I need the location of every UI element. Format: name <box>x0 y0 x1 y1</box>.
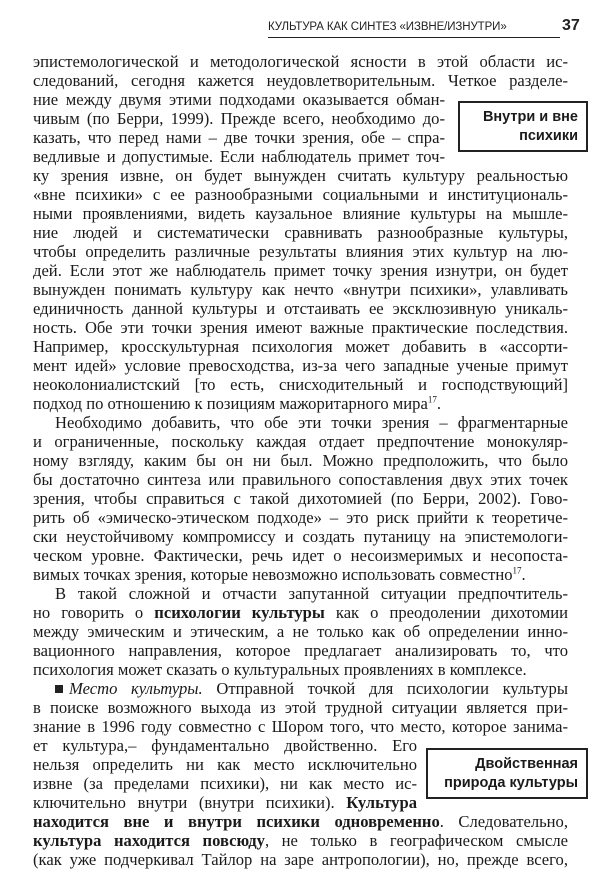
text-line <box>33 356 568 375</box>
text-segment: но говорить о <box>33 603 155 622</box>
bold-text: психологии культуры <box>154 603 325 622</box>
text-segment: чивым (по Берри, 1999). Прежде всего, необходимо до- <box>33 109 445 128</box>
text-segment: ными проявлениями, видеть каузальное влияние культуры на мышле- <box>33 204 568 223</box>
text-line <box>33 261 568 280</box>
text-line <box>33 185 568 204</box>
text-segment: между эмическим и этическим, а не только как об определении инно- <box>33 622 568 641</box>
text-line <box>33 337 568 356</box>
text-line <box>33 774 417 793</box>
text-segment: вационного направления, которое предлагает анализировать то, что <box>33 641 568 660</box>
text-segment: ет культура,– фундаментально двойственно. Его <box>33 736 417 755</box>
text-segment: ведливые и допустимые. Если наблюдатель примет точ- <box>33 147 445 166</box>
text-line <box>33 52 568 71</box>
text-line <box>33 565 568 584</box>
text-line <box>33 660 568 679</box>
text-line <box>33 831 568 850</box>
text-segment: эпистемологической и методологической ясности в этой области ис- <box>33 52 568 71</box>
text-line <box>33 470 568 489</box>
text-segment: и ограниченные, поскольку каждая отдает предпочтение монокуляр- <box>33 432 568 451</box>
text-line <box>33 204 568 223</box>
bold-text: культура находится повсюду <box>33 831 265 850</box>
text-line <box>33 223 568 242</box>
text-line <box>33 242 568 261</box>
text-line <box>33 508 568 527</box>
footnote-ref: 17 <box>512 565 522 576</box>
text-segment: (как уже подчеркивал Тайлор на заре антропологии), но, прежде всего, <box>33 850 568 869</box>
footnote-ref: 17 <box>427 394 437 405</box>
text-segment: бы достаточно синтеза или правильного сопоставления двух этих точек <box>33 470 568 489</box>
text-segment: подход по отношению к позициям мажоритарного мира <box>33 394 428 413</box>
text-line <box>33 755 417 774</box>
text-line <box>33 280 568 299</box>
text-segment: В такой сложной и отчасти запутанной ситуации предпочтитель- <box>55 584 568 603</box>
text-segment: казать, что перед нами – две точки зрения, обе – спра- <box>33 128 445 147</box>
bullet-square-icon <box>55 685 63 693</box>
margin-note-line: Внутри и вне <box>482 109 578 125</box>
margin-note-inside-outside-psyche <box>458 101 588 152</box>
text-line <box>33 318 568 337</box>
text-segment: вынужден понимать культуру как нечто «внутри психики», улавливать <box>33 280 568 299</box>
text-line <box>33 793 417 812</box>
text-segment: зрения, чтобы справиться с такой дихотомией (по Берри, 2002). Гово- <box>33 489 568 508</box>
text-line <box>33 375 568 394</box>
text-line <box>33 71 568 90</box>
text-segment: мент идей» условие превосходства, из-за чего западные ученые примут <box>33 356 568 375</box>
text-line <box>33 546 568 565</box>
text-segment: «вне психики» с ее разнообразными социальными и институциональ- <box>33 185 568 204</box>
text-line <box>33 90 445 109</box>
text-line <box>33 299 568 318</box>
text-segment: ность. Обе эти точки зрения имеют важные практические последствия. <box>33 318 568 337</box>
text-line <box>33 451 568 470</box>
text-segment: ному взгляду, каким бы он ни был. Можно предположить, что было <box>33 451 568 470</box>
text-segment: ческом уровне. Фактически, речь идет о несоизмеримых и несопоста- <box>33 546 568 565</box>
text-segment: ски неустойчивому компромиссу и создать путаницу на эпистемологи- <box>33 527 568 546</box>
text-segment: нельзя определить ни как место исключительно <box>33 755 417 774</box>
text-segment: Отправной точкой для психологии культуры <box>202 679 568 698</box>
body-text <box>33 52 568 869</box>
text-segment: психология может сказать о культуральных проявлениях в комплексе. <box>33 660 527 679</box>
text-segment: ключительно внутри (внутри психики). <box>33 793 347 812</box>
bold-text: Культура <box>346 793 417 812</box>
text-line <box>33 166 568 185</box>
text-segment: . <box>436 394 441 413</box>
text-segment: ние людей и систематически сравнивать разнообразные культуры, <box>33 223 568 242</box>
text-line <box>33 527 568 546</box>
text-line <box>33 584 568 603</box>
text-segment: ние между двумя этими подходами оказывается обман- <box>33 90 445 109</box>
text-line <box>33 698 568 717</box>
text-line <box>33 641 568 660</box>
text-segment: чтобы определить различные результаты влияния этих культур на лю- <box>33 242 568 261</box>
text-line <box>33 850 568 869</box>
text-line <box>33 812 568 831</box>
text-line <box>33 717 568 736</box>
text-segment: . <box>521 565 526 584</box>
text-segment: вимых точках зрения, которые невозможно использовать совместно <box>33 565 513 584</box>
text-segment: Необходимо добавить, что обе эти точки зрения – фрагментарные <box>55 413 568 432</box>
text-line <box>33 679 568 698</box>
page-number: 37 <box>562 17 580 34</box>
text-segment: Например, кросскультурная психология может добавить в «ассорти- <box>33 337 568 356</box>
italic-text: Место культуры. <box>69 679 203 698</box>
text-line <box>33 109 445 128</box>
running-title: КУЛЬТУРА КАК СИНТЕЗ «ИЗВНЕ/ИЗНУТРИ» <box>268 21 507 33</box>
margin-note-line: психики <box>519 128 578 144</box>
margin-note-line: природа культуры <box>444 775 578 791</box>
text-segment: в поиске возможного выхода из этой трудной ситуации является при- <box>33 698 568 717</box>
text-line <box>33 128 445 147</box>
margin-note-line: Двойственная <box>475 756 578 772</box>
text-line <box>33 394 568 413</box>
text-segment: единичность данной культуры и отстаивать ее эксклюзивную уникаль- <box>33 299 568 318</box>
text-segment: как о преодолении дихотомии <box>324 603 569 622</box>
text-segment: знание в 1996 году совместно с Шором того, что место, которое занима- <box>33 717 568 736</box>
text-segment: , не только в географическом смысле <box>264 831 569 850</box>
text-line <box>33 147 445 166</box>
text-segment: следований, сегодня кажется неудовлетворительным. Четкое разделе- <box>33 71 568 90</box>
text-line <box>33 432 568 451</box>
bold-text: находится вне и внутри психики одновременно <box>33 812 440 831</box>
text-segment: неоколониалистский [то есть, снисходительный и господствующий] <box>33 375 568 394</box>
margin-note-dual-nature-of-culture <box>426 748 588 799</box>
running-header <box>268 19 560 38</box>
text-segment: рить об «эмическо-этическом подходе» – это риск прийти к теоретиче- <box>33 508 568 527</box>
text-line <box>33 736 417 755</box>
text-segment: ку зрения извне, он будет вынужден считать культуру реальностью <box>33 166 568 185</box>
text-line <box>33 603 568 622</box>
text-line <box>33 489 568 508</box>
text-line <box>33 413 568 432</box>
text-segment: извне (за пределами психики), ни как место ис- <box>33 774 417 793</box>
text-segment: . Следовательно, <box>439 812 568 831</box>
text-line <box>33 622 568 641</box>
text-segment: дей. Если этот же наблюдатель примет точку зрения изнутри, он будет <box>33 261 568 280</box>
